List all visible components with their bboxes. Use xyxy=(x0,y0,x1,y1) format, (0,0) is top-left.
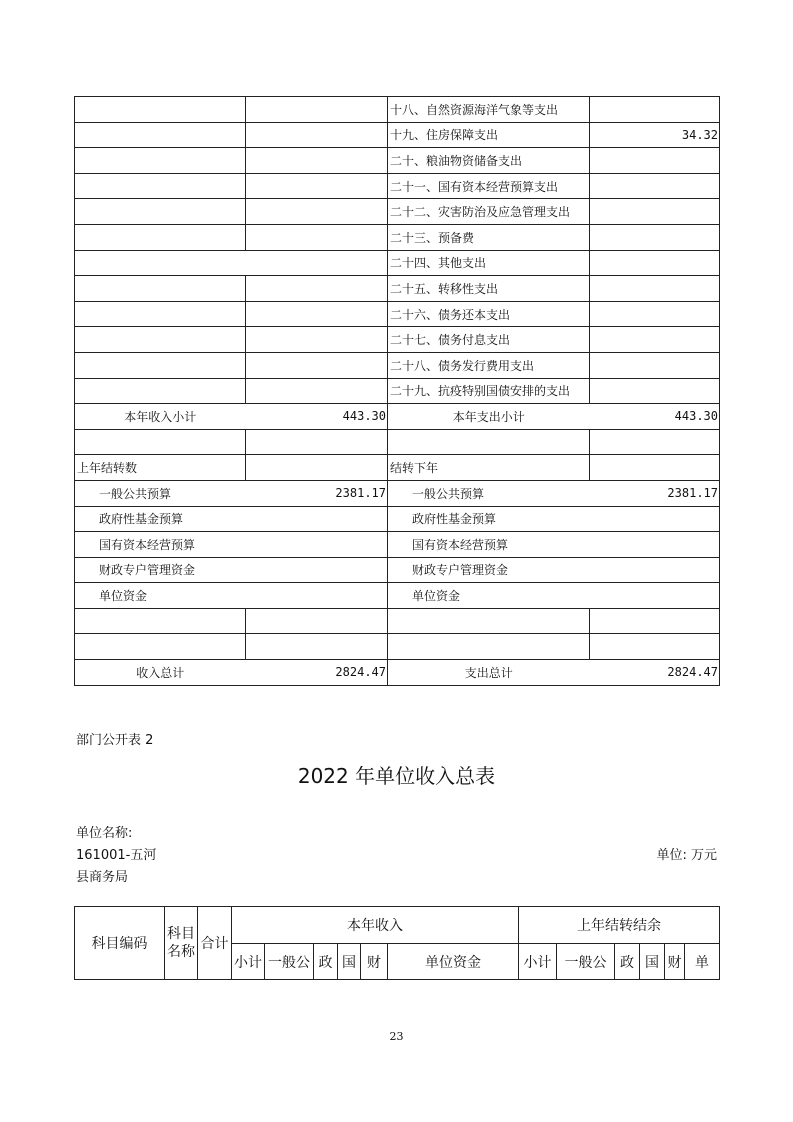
empty-cell xyxy=(388,608,590,634)
header-current-general: 一般公 xyxy=(265,944,314,980)
expense-item-label: 二十三、预备费 xyxy=(388,224,590,250)
empty-cell xyxy=(75,148,246,174)
empty-cell xyxy=(246,276,388,302)
empty-cell xyxy=(75,122,246,148)
header-prev-carryover: 上年结转结余 xyxy=(519,907,720,944)
empty-cell xyxy=(246,224,388,250)
expense-total-value: 2824.47 xyxy=(590,660,720,686)
empty-cell xyxy=(75,352,246,378)
expense-item-label: 十八、自然资源海洋气象等支出 xyxy=(388,97,590,123)
expense-row xyxy=(75,378,720,404)
empty-cell xyxy=(75,250,388,276)
empty-cell xyxy=(246,608,388,634)
section-label: 部门公开表 2 xyxy=(76,733,154,748)
carry-row xyxy=(75,532,720,558)
expense-item-amount xyxy=(590,173,720,199)
header-prev-subtotal: 小计 xyxy=(519,944,557,980)
blank-row xyxy=(75,608,720,634)
unit-code: 161001-五河 xyxy=(76,848,157,863)
expense-item-amount xyxy=(590,352,720,378)
empty-cell xyxy=(75,327,246,353)
carry-in-label: 财政专户管理资金 xyxy=(75,557,246,583)
expense-item-label: 十九、住房保障支出 xyxy=(388,122,590,148)
empty-cell xyxy=(75,378,246,404)
carry-out-value xyxy=(590,557,720,583)
empty-cell xyxy=(75,608,246,634)
expense-item-amount xyxy=(590,250,720,276)
carry-row xyxy=(75,480,720,506)
empty-cell xyxy=(590,608,720,634)
expense-row xyxy=(75,148,720,174)
carry-out-value xyxy=(590,532,720,558)
empty-cell xyxy=(590,455,720,481)
expense-row xyxy=(75,250,720,276)
expense-item-amount xyxy=(590,301,720,327)
header-current-subtotal: 小计 xyxy=(232,944,265,980)
empty-cell xyxy=(75,276,246,302)
expense-row xyxy=(75,97,720,123)
carry-in-label: 单位资金 xyxy=(75,583,246,609)
empty-cell xyxy=(246,301,388,327)
expense-item-amount xyxy=(590,97,720,123)
carry-row xyxy=(75,583,720,609)
expense-item-amount xyxy=(590,199,720,225)
expense-item-label: 二十四、其他支出 xyxy=(388,250,590,276)
expense-row xyxy=(75,199,720,225)
carry-in-label: 政府性基金预算 xyxy=(75,506,246,532)
expense-item-label: 二十五、转移性支出 xyxy=(388,276,590,302)
unit-name-label: 单位名称: xyxy=(76,826,133,841)
carry-in-value xyxy=(246,557,388,583)
expense-subtotal-label: 本年支出小计 xyxy=(388,404,590,430)
carry-in-value xyxy=(246,583,388,609)
empty-cell xyxy=(246,148,388,174)
expense-row xyxy=(75,173,720,199)
carry-in-label: 一般公共预算 xyxy=(75,480,246,506)
carry-out-label: 一般公共预算 xyxy=(388,480,590,506)
carry-row xyxy=(75,506,720,532)
header-current-gov: 政 xyxy=(314,944,338,980)
expense-total-label: 支出总计 xyxy=(388,660,590,686)
expense-item-label: 二十九、抗疫特别国债安排的支出 xyxy=(388,378,590,404)
carry-out-label: 财政专户管理资金 xyxy=(388,557,590,583)
empty-cell xyxy=(75,97,246,123)
income-total-value: 2824.47 xyxy=(246,660,388,686)
carry-in-value: 2381.17 xyxy=(246,480,388,506)
blank-row xyxy=(75,634,720,660)
empty-cell xyxy=(246,122,388,148)
carry-out-header: 结转下年 xyxy=(388,455,590,481)
expense-item-label: 二十二、灾害防治及应急管理支出 xyxy=(388,199,590,225)
carry-out-value: 2381.17 xyxy=(590,480,720,506)
unit-name-continued: 县商务局 xyxy=(76,870,129,885)
header-prev-fin: 财 xyxy=(665,944,685,980)
carry-row xyxy=(75,557,720,583)
empty-cell xyxy=(246,429,388,455)
page-title: 2022 年单位收入总表 xyxy=(297,764,496,788)
empty-cell xyxy=(388,634,590,660)
header-subject-name: 科目名称 xyxy=(165,907,198,980)
header-total: 合计 xyxy=(198,907,232,980)
expense-item-amount xyxy=(590,224,720,250)
expense-item-label: 二十七、债务付息支出 xyxy=(388,327,590,353)
income-total-label: 收入总计 xyxy=(75,660,246,686)
header-prev-general: 一般公 xyxy=(557,944,615,980)
expense-row xyxy=(75,224,720,250)
carry-header-row xyxy=(75,455,720,481)
unit-of-measure: 单位: 万元 xyxy=(656,848,717,863)
empty-cell xyxy=(75,634,246,660)
empty-cell xyxy=(590,429,720,455)
expense-item-label: 二十、粮油物资储备支出 xyxy=(388,148,590,174)
expense-row xyxy=(75,301,720,327)
expense-item-amount xyxy=(590,378,720,404)
header-current-income: 本年收入 xyxy=(232,907,519,944)
carry-out-label: 国有资本经营预算 xyxy=(388,532,590,558)
expense-item-label: 二十一、国有资本经营预算支出 xyxy=(388,173,590,199)
blank-row xyxy=(75,429,720,455)
header-prev-unit: 单 xyxy=(685,944,720,980)
subtotal-row xyxy=(75,404,720,430)
expense-subtotal-value: 443.30 xyxy=(590,404,720,430)
header-prev-state: 国 xyxy=(640,944,665,980)
empty-cell xyxy=(246,327,388,353)
header-subject-code: 科目编码 xyxy=(75,907,165,980)
empty-cell xyxy=(75,224,246,250)
carry-out-value xyxy=(590,506,720,532)
header-prev-gov: 政 xyxy=(615,944,640,980)
expense-row xyxy=(75,352,720,378)
empty-cell xyxy=(246,199,388,225)
carry-out-label: 单位资金 xyxy=(388,583,590,609)
empty-cell xyxy=(75,301,246,327)
empty-cell xyxy=(75,173,246,199)
carry-out-label: 政府性基金预算 xyxy=(388,506,590,532)
empty-cell xyxy=(75,429,246,455)
income-subtotal-label: 本年收入小计 xyxy=(75,404,246,430)
carry-in-value xyxy=(246,532,388,558)
empty-cell xyxy=(75,199,246,225)
empty-cell xyxy=(246,173,388,199)
header-current-fin: 财 xyxy=(361,944,388,980)
expense-row xyxy=(75,327,720,353)
unit-income-table xyxy=(74,906,720,980)
expense-row xyxy=(75,276,720,302)
empty-cell xyxy=(246,352,388,378)
expense-item-label: 二十六、债务还本支出 xyxy=(388,301,590,327)
empty-cell xyxy=(246,634,388,660)
expense-item-amount xyxy=(590,276,720,302)
carry-out-value xyxy=(590,583,720,609)
empty-cell xyxy=(246,97,388,123)
empty-cell xyxy=(590,634,720,660)
empty-cell xyxy=(246,455,388,481)
carry-in-label: 国有资本经营预算 xyxy=(75,532,246,558)
empty-cell xyxy=(246,378,388,404)
income-expense-table xyxy=(74,96,720,686)
carry-in-header: 上年结转数 xyxy=(75,455,246,481)
expense-item-label: 二十八、债务发行费用支出 xyxy=(388,352,590,378)
header-current-unit-funds: 单位资金 xyxy=(388,944,519,980)
empty-cell xyxy=(388,429,590,455)
total-row xyxy=(75,660,720,686)
expense-item-amount: 34.32 xyxy=(590,122,720,148)
expense-item-amount xyxy=(590,148,720,174)
carry-in-value xyxy=(246,506,388,532)
expense-row xyxy=(75,122,720,148)
page-number: 23 xyxy=(389,1030,404,1043)
income-subtotal-value: 443.30 xyxy=(246,404,388,430)
header-current-state: 国 xyxy=(338,944,361,980)
expense-item-amount xyxy=(590,327,720,353)
